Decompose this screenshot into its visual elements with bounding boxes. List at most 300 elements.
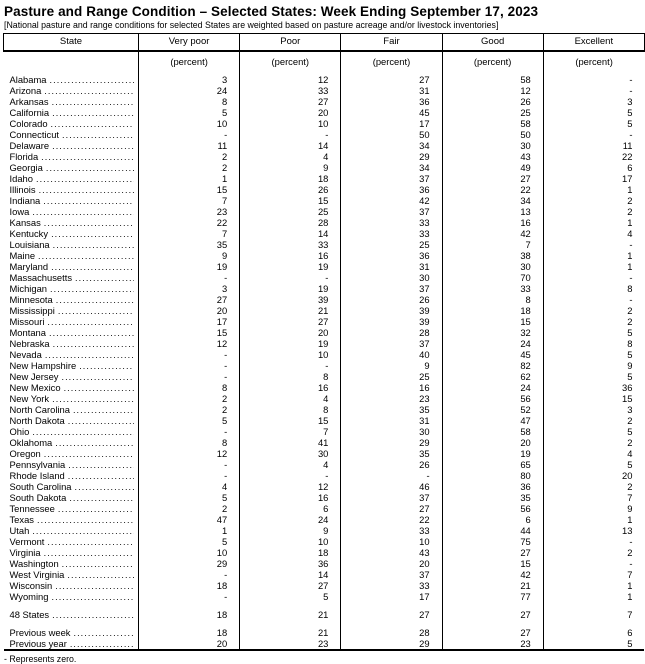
unit-row	[4, 51, 645, 74]
value-cell: 36	[543, 382, 644, 393]
value-cell: 58	[442, 74, 543, 85]
value-cell: 27	[341, 503, 442, 514]
state-cell	[4, 327, 139, 338]
value-cell: 22	[139, 217, 240, 228]
table-row	[4, 503, 645, 514]
leader-dots	[75, 481, 134, 492]
leader-dots	[73, 404, 134, 415]
value-cell: 2	[139, 151, 240, 162]
state-cell	[4, 184, 139, 195]
value-cell: 11	[543, 140, 644, 151]
spacer-cell	[4, 620, 139, 627]
state-cell	[4, 371, 139, 382]
state-cell	[4, 74, 139, 85]
value-cell: 28	[341, 327, 442, 338]
value-cell: 35	[139, 239, 240, 250]
state-cell	[4, 415, 139, 426]
value-cell: 20	[341, 558, 442, 569]
value-cell: 1	[543, 217, 644, 228]
value-cell: 15	[442, 558, 543, 569]
value-cell: 29	[341, 638, 442, 650]
state-cell	[4, 316, 139, 327]
table-row	[4, 283, 645, 294]
leader-dots	[47, 536, 134, 547]
leader-dots	[52, 107, 134, 118]
value-cell: 25	[341, 371, 442, 382]
value-cell: 10	[341, 536, 442, 547]
state-label: New Hampshire	[9, 360, 77, 371]
table-row	[4, 459, 645, 470]
state-cell	[4, 514, 139, 525]
table-row	[4, 195, 645, 206]
value-cell: 30	[442, 261, 543, 272]
value-cell: 37	[341, 173, 442, 184]
value-cell: 3	[543, 404, 644, 415]
leader-dots	[43, 195, 134, 206]
leader-dots	[39, 184, 134, 195]
value-cell: 13	[442, 206, 543, 217]
value-cell: 3	[139, 283, 240, 294]
leader-dots	[41, 151, 134, 162]
state-cell	[4, 239, 139, 250]
table-row	[4, 338, 645, 349]
value-cell: 17	[341, 591, 442, 602]
value-cell: 12	[442, 85, 543, 96]
table-row	[4, 382, 645, 393]
state-cell	[4, 85, 139, 96]
value-cell: 25	[240, 206, 341, 217]
state-cell	[4, 151, 139, 162]
leader-dots	[55, 580, 134, 591]
value-cell: 18	[240, 547, 341, 558]
leader-dots	[64, 382, 134, 393]
value-cell: 36	[240, 558, 341, 569]
value-cell: 12	[240, 74, 341, 85]
state-label: Colorado	[9, 118, 48, 129]
value-cell: 13	[543, 525, 644, 536]
footnote: - Represents zero.	[4, 654, 77, 664]
value-cell: 82	[442, 360, 543, 371]
table-row	[4, 294, 645, 305]
report-subtitle-note: [National pasture and range conditions for selected States are weighted based on pasture acreage and/or livestock inventories]	[4, 20, 499, 30]
value-cell: 9	[341, 360, 442, 371]
value-cell: -	[543, 272, 644, 283]
state-label: Alabama	[9, 74, 47, 85]
state-cell	[4, 525, 139, 536]
value-cell: 5	[240, 591, 341, 602]
unit-empty-cell	[4, 51, 139, 74]
value-cell: 19	[442, 448, 543, 459]
value-cell: 17	[341, 118, 442, 129]
table-row	[4, 107, 645, 118]
value-cell: 3	[543, 96, 644, 107]
value-cell: 19	[240, 338, 341, 349]
state-label: North Carolina	[9, 404, 70, 415]
state-label: South Carolina	[9, 481, 72, 492]
value-cell: 27	[240, 316, 341, 327]
value-cell: 2	[543, 481, 644, 492]
value-cell: 33	[341, 228, 442, 239]
spacer-row	[4, 602, 645, 609]
value-cell: 5	[543, 459, 644, 470]
value-cell: 27	[341, 74, 442, 85]
value-cell: 31	[341, 415, 442, 426]
value-cell: 21	[240, 609, 341, 620]
value-cell: 33	[240, 239, 341, 250]
value-cell: 1	[139, 173, 240, 184]
leader-dots	[44, 547, 134, 558]
pasture-condition-table	[3, 33, 645, 651]
state-label: Pennsylvania	[9, 459, 66, 470]
value-cell: -	[543, 536, 644, 547]
value-cell: 19	[139, 261, 240, 272]
value-cell: 58	[442, 426, 543, 437]
value-cell: 35	[341, 404, 442, 415]
leader-dots	[47, 316, 134, 327]
value-cell: 5	[139, 536, 240, 547]
value-cell: 2	[139, 162, 240, 173]
value-cell: 33	[341, 580, 442, 591]
state-label: Massachusetts	[9, 272, 73, 283]
table-row	[4, 569, 645, 580]
value-cell: 33	[341, 217, 442, 228]
leader-dots	[62, 558, 134, 569]
state-cell	[4, 638, 139, 650]
unit-label: (percent)	[442, 51, 543, 74]
column-header-poor: Poor	[240, 34, 341, 52]
table-row	[4, 261, 645, 272]
state-label: Wyoming	[9, 591, 49, 602]
spacer-cell	[4, 602, 139, 609]
state-label: North Dakota	[9, 415, 65, 426]
state-cell	[4, 129, 139, 140]
leader-dots	[37, 514, 134, 525]
state-label: Ohio	[9, 426, 30, 437]
value-cell: 10	[240, 536, 341, 547]
state-label: Previous week	[9, 627, 71, 638]
report-title: Pasture and Range Condition – Selected States: Week Ending September 17, 2023	[4, 4, 539, 19]
leader-dots	[52, 393, 134, 404]
state-label: Iowa	[9, 206, 30, 217]
value-cell: 30	[240, 448, 341, 459]
value-cell: 4	[543, 228, 644, 239]
value-cell: 35	[442, 492, 543, 503]
value-cell: 38	[442, 250, 543, 261]
summary-row-previous-year	[4, 638, 645, 650]
value-cell: 4	[543, 448, 644, 459]
value-cell: 1	[543, 514, 644, 525]
state-label: Connecticut	[9, 129, 60, 140]
state-cell	[4, 96, 139, 107]
value-cell: 11	[139, 140, 240, 151]
value-cell: 20	[543, 470, 644, 481]
leader-dots	[32, 206, 134, 217]
value-cell: 37	[341, 492, 442, 503]
state-label: South Dakota	[9, 492, 67, 503]
value-cell: 5	[543, 349, 644, 360]
value-cell: -	[139, 371, 240, 382]
value-cell: 9	[240, 525, 341, 536]
column-header-very-poor: Very poor	[139, 34, 240, 52]
leader-dots	[44, 85, 134, 96]
state-label: Michigan	[9, 283, 48, 294]
value-cell: 42	[442, 569, 543, 580]
value-cell: 45	[341, 107, 442, 118]
value-cell: -	[240, 129, 341, 140]
state-label: Louisiana	[9, 239, 50, 250]
value-cell: 62	[442, 371, 543, 382]
table-row	[4, 162, 645, 173]
state-label: Wisconsin	[9, 580, 53, 591]
value-cell: 27	[442, 627, 543, 638]
value-cell: 10	[240, 349, 341, 360]
value-cell: 39	[341, 305, 442, 316]
state-cell	[4, 609, 139, 620]
leader-dots	[69, 492, 134, 503]
state-label: Delaware	[9, 140, 50, 151]
state-cell	[4, 294, 139, 305]
value-cell: -	[139, 591, 240, 602]
value-cell: 12	[139, 338, 240, 349]
state-label: Maryland	[9, 261, 49, 272]
state-cell	[4, 547, 139, 558]
value-cell: 2	[543, 415, 644, 426]
value-cell: 56	[442, 393, 543, 404]
value-cell: 5	[139, 492, 240, 503]
table-row	[4, 305, 645, 316]
value-cell: 17	[139, 316, 240, 327]
value-cell: 26	[341, 294, 442, 305]
leader-dots	[52, 609, 134, 620]
value-cell: 39	[341, 316, 442, 327]
value-cell: 8	[240, 404, 341, 415]
value-cell: 45	[442, 349, 543, 360]
value-cell: 58	[442, 118, 543, 129]
value-cell: 49	[442, 162, 543, 173]
leader-dots	[51, 118, 134, 129]
value-cell: 22	[341, 514, 442, 525]
unit-label: (percent)	[543, 51, 644, 74]
leader-dots	[55, 437, 134, 448]
state-cell	[4, 349, 139, 360]
state-label: Mississippi	[9, 305, 55, 316]
state-label: Virginia	[9, 547, 41, 558]
value-cell: 2	[543, 547, 644, 558]
state-label: Missouri	[9, 316, 45, 327]
state-label: New Mexico	[9, 382, 61, 393]
value-cell: 26	[341, 459, 442, 470]
spacer-cell	[442, 602, 543, 609]
value-cell: 33	[240, 85, 341, 96]
value-cell: 8	[543, 283, 644, 294]
leader-dots	[52, 96, 134, 107]
spacer-cell	[139, 602, 240, 609]
state-cell	[4, 118, 139, 129]
value-cell: 17	[543, 173, 644, 184]
table-row	[4, 118, 645, 129]
value-cell: -	[139, 349, 240, 360]
table-row	[4, 437, 645, 448]
state-cell	[4, 250, 139, 261]
value-cell: 9	[240, 162, 341, 173]
state-cell	[4, 627, 139, 638]
state-label: New Jersey	[9, 371, 59, 382]
value-cell: 7	[442, 239, 543, 250]
value-cell: 52	[442, 404, 543, 415]
leader-dots	[36, 173, 134, 184]
state-cell	[4, 558, 139, 569]
value-cell: 7	[543, 569, 644, 580]
state-cell	[4, 261, 139, 272]
value-cell: 34	[442, 195, 543, 206]
value-cell: 20	[240, 327, 341, 338]
state-label: Kentucky	[9, 228, 49, 239]
spacer-cell	[341, 602, 442, 609]
value-cell: -	[139, 360, 240, 371]
value-cell: 7	[543, 609, 644, 620]
value-cell: 15	[139, 184, 240, 195]
value-cell: 24	[139, 85, 240, 96]
spacer-cell	[543, 602, 644, 609]
state-label: Indiana	[9, 195, 41, 206]
value-cell: -	[139, 569, 240, 580]
value-cell: 2	[543, 206, 644, 217]
leader-dots	[73, 627, 134, 638]
table-row	[4, 151, 645, 162]
state-cell	[4, 283, 139, 294]
leader-dots	[50, 74, 134, 85]
state-label: Utah	[9, 525, 30, 536]
state-cell	[4, 448, 139, 459]
value-cell: 10	[139, 118, 240, 129]
value-cell: 2	[543, 305, 644, 316]
table-row	[4, 514, 645, 525]
state-cell	[4, 459, 139, 470]
value-cell: 37	[341, 338, 442, 349]
state-cell	[4, 338, 139, 349]
value-cell: 23	[442, 638, 543, 650]
value-cell: 30	[341, 426, 442, 437]
value-cell: -	[543, 85, 644, 96]
leader-dots	[68, 470, 134, 481]
value-cell: 47	[139, 514, 240, 525]
table-row	[4, 349, 645, 360]
value-cell: 32	[442, 327, 543, 338]
state-label: Rhode Island	[9, 470, 65, 481]
leader-dots	[62, 129, 134, 140]
value-cell: 15	[543, 393, 644, 404]
leader-dots	[45, 349, 134, 360]
table-row	[4, 426, 645, 437]
value-cell: 42	[442, 228, 543, 239]
table-row	[4, 129, 645, 140]
state-cell	[4, 481, 139, 492]
state-label: Arkansas	[9, 96, 49, 107]
table-row	[4, 327, 645, 338]
leader-dots	[46, 162, 134, 173]
state-cell	[4, 140, 139, 151]
value-cell: 16	[240, 250, 341, 261]
value-cell: 16	[240, 382, 341, 393]
state-cell	[4, 503, 139, 514]
summary-row-previous-week	[4, 627, 645, 638]
value-cell: 19	[240, 261, 341, 272]
leader-dots	[49, 327, 134, 338]
value-cell: 7	[240, 426, 341, 437]
state-label: Washington	[9, 558, 59, 569]
state-cell	[4, 536, 139, 547]
leader-dots	[61, 371, 134, 382]
leader-dots	[58, 305, 134, 316]
state-cell	[4, 360, 139, 371]
value-cell: 77	[442, 591, 543, 602]
value-cell: 30	[341, 272, 442, 283]
state-label: Illinois	[9, 184, 36, 195]
value-cell: 41	[240, 437, 341, 448]
value-cell: 20	[139, 305, 240, 316]
leader-dots	[68, 459, 134, 470]
value-cell: 16	[341, 382, 442, 393]
state-label: Maine	[9, 250, 36, 261]
table-header-row	[4, 34, 645, 52]
value-cell: 10	[240, 118, 341, 129]
value-cell: 23	[341, 393, 442, 404]
state-cell	[4, 382, 139, 393]
leader-dots	[52, 140, 134, 151]
spacer-cell	[240, 620, 341, 627]
unit-label: (percent)	[139, 51, 240, 74]
value-cell: 36	[341, 184, 442, 195]
leader-dots	[32, 525, 134, 536]
table-row	[4, 404, 645, 415]
value-cell: -	[341, 470, 442, 481]
leader-dots	[44, 217, 134, 228]
leader-dots	[32, 426, 134, 437]
value-cell: 34	[341, 162, 442, 173]
value-cell: -	[543, 129, 644, 140]
value-cell: 37	[341, 206, 442, 217]
value-cell: 10	[139, 547, 240, 558]
value-cell: 7	[139, 195, 240, 206]
value-cell: 34	[341, 140, 442, 151]
state-label: Oregon	[9, 448, 41, 459]
value-cell: -	[240, 272, 341, 283]
state-label: Nevada	[9, 349, 42, 360]
value-cell: 9	[543, 503, 644, 514]
value-cell: 33	[442, 283, 543, 294]
table-row	[4, 173, 645, 184]
state-cell	[4, 305, 139, 316]
table-row	[4, 536, 645, 547]
value-cell: 31	[341, 261, 442, 272]
value-cell: 21	[240, 305, 341, 316]
state-label: Arizona	[9, 85, 42, 96]
value-cell: 29	[139, 558, 240, 569]
state-label: Nebraska	[9, 338, 50, 349]
state-label: West Virginia	[9, 569, 65, 580]
table-row	[4, 184, 645, 195]
value-cell: -	[139, 129, 240, 140]
value-cell: 14	[240, 569, 341, 580]
leader-dots	[38, 250, 134, 261]
value-cell: 33	[341, 525, 442, 536]
value-cell: 18	[240, 173, 341, 184]
value-cell: 70	[442, 272, 543, 283]
value-cell: 35	[341, 448, 442, 459]
value-cell: 36	[341, 250, 442, 261]
value-cell: 26	[240, 184, 341, 195]
value-cell: 18	[139, 580, 240, 591]
